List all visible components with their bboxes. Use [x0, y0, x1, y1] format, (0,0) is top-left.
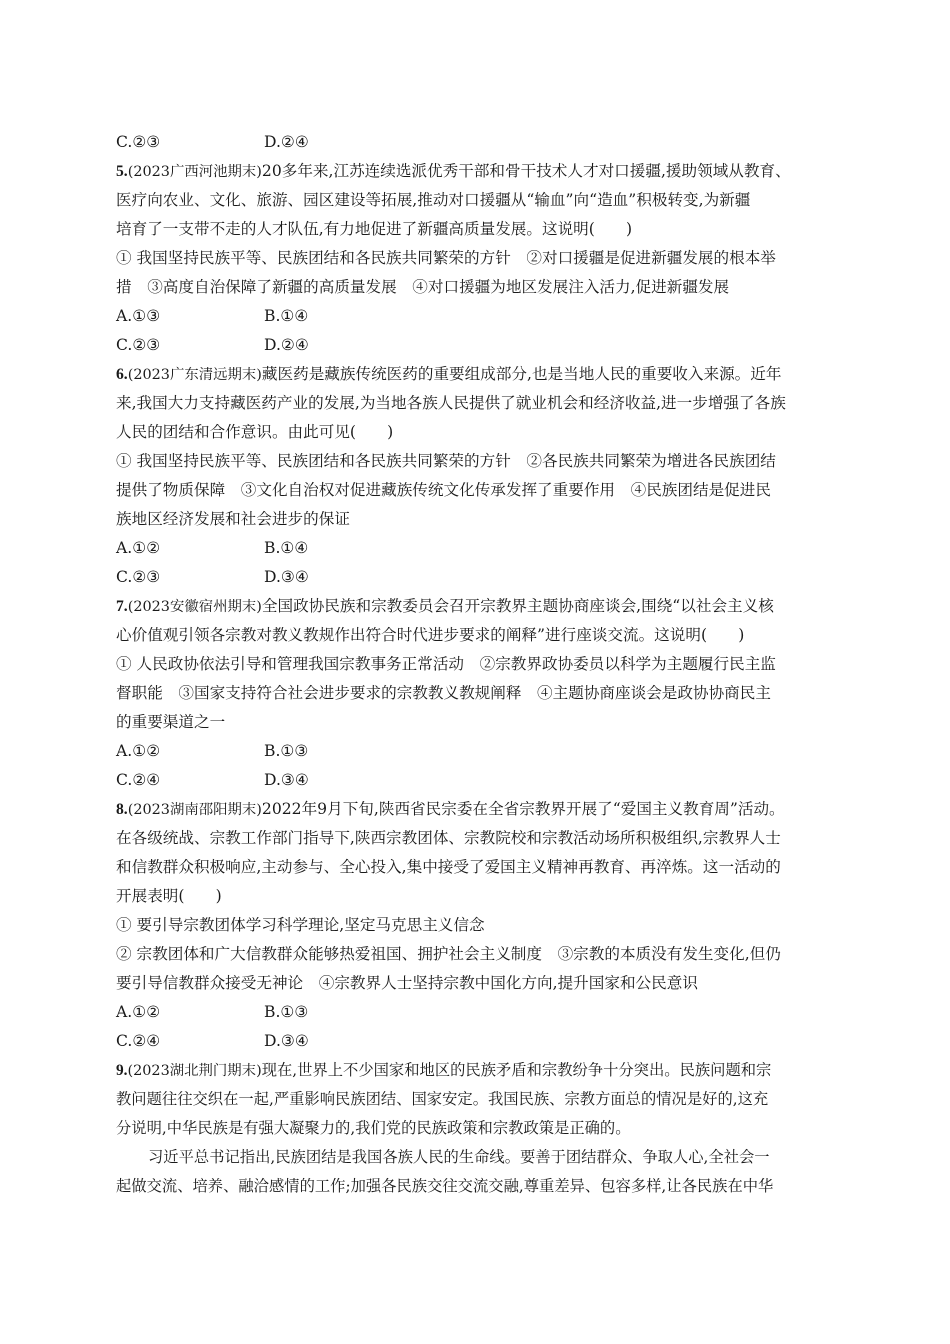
question-stem: 9.(2023湖北荆门期末)现在,世界上不少国家和地区的民族矛盾和宗教纷争十分突出。民族问题和宗: [116, 1061, 772, 1079]
question-stem-line: 心价值观引领各宗教对教义教规作出符合时代进步要求的阐释”进行座谈交流。这说明( ): [116, 626, 745, 644]
q4-options: [116, 128, 836, 157]
statement-line: 提供了物质保障 ③文化自治权对促进藏族传统文化传承发挥了重要作用 ④民族团结是促进民: [116, 481, 771, 499]
question-source: (2023广西河池期末): [127, 164, 262, 180]
option-b[interactable]: B.①④: [264, 307, 309, 325]
option-a[interactable]: A.①③: [116, 307, 161, 325]
option-c[interactable]: C.②③: [116, 336, 161, 354]
question-stem-line: 教问题往往交织在一起,严重影响民族团结、国家安定。我国民族、宗教方面总的情况是好的,这充: [116, 1090, 769, 1108]
question-stem-line: 培育了一支带不走的人才队伍,有力地促进了新疆高质量发展。这说明( ): [116, 220, 633, 238]
statement-line: 要引导信教群众接受无神论 ④宗教界人士坚持宗教中国化方向,提升国家和公民意识: [116, 974, 698, 992]
question-stem: 8.(2023湖南邵阳期末)2022年9月下旬,陕西省民宗委在全省宗教界开展了“爱国主义教育周”活动。: [116, 800, 785, 818]
question-stem-line: 分说明,中华民族是有强大凝聚力的,我们党的民族政策和宗教政策是正确的。: [116, 1119, 631, 1137]
question-stem: 6.(2023广东清远期末)藏医药是藏族传统医药的重要组成部分,也是当地人民的重要收入来源。近年: [116, 365, 782, 383]
question-source: (2023湖北荆门期末): [127, 1063, 262, 1079]
options-row: [116, 563, 836, 592]
question-7: [116, 592, 836, 795]
statement-line: ① 我国坚持民族平等、民族团结和各民族共同繁荣的方针 ②对口援疆是促进新疆发展的根本举: [116, 249, 776, 267]
option-d[interactable]: D.③④: [264, 771, 309, 789]
option-a[interactable]: A.①②: [116, 1003, 161, 1021]
question-stem-line: 和信教群众积极响应,主动参与、全心投入,集中接受了爱国主义精神再教育、再淬炼。这一活动的: [116, 858, 781, 876]
option-d[interactable]: D.③④: [264, 568, 309, 586]
options-row: [116, 1027, 836, 1056]
question-stem-line: 在各级统战、宗教工作部门指导下,陕西宗教团体、宗教院校和宗教活动场所积极组织,宗教界人士: [116, 829, 781, 847]
material-paragraph-line: 起做交流、培养、融洽感情的工作;加强各民族交往交流交融,尊重差异、包容多样,让各民族在中华: [116, 1177, 774, 1195]
options-row: [116, 737, 836, 766]
question-stem-line: 医疗向农业、文化、旅游、园区建设等拓展,推动对口援疆从“输血”向“造血”积极转变,为新疆: [116, 191, 751, 209]
statement-line: 族地区经济发展和社会进步的保证: [116, 510, 350, 528]
question-number: 9.: [116, 1062, 128, 1079]
option-b[interactable]: B.①④: [264, 539, 309, 557]
statement-line: ② 宗教团体和广大信教群众能够热爱祖国、拥护社会主义制度 ③宗教的本质没有发生变化,但仍: [116, 945, 781, 963]
option-b[interactable]: B.①③: [264, 742, 309, 760]
question-5: [116, 157, 836, 360]
statement-line: ① 我国坚持民族平等、民族团结和各民族共同繁荣的方针 ②各民族共同繁荣为增进各民族团结: [116, 452, 776, 470]
option-c[interactable]: C.②③: [116, 568, 161, 586]
question-stem-line: 来,我国大力支持藏医药产业的发展,为当地各族人民提供了就业机会和经济收益,进一步增强了各族: [116, 394, 786, 412]
question-number: 5.: [116, 163, 128, 180]
question-8: [116, 795, 836, 1056]
option-b[interactable]: B.①③: [264, 1003, 309, 1021]
question-source: (2023安徽宿州期末): [127, 599, 262, 615]
statement-line: 措 ③高度自治保障了新疆的高质量发展 ④对口援疆为地区发展注入活力,促进新疆发展: [116, 278, 730, 296]
statement-line: ① 要引导宗教团体学习科学理论,坚定马克思主义信念: [116, 916, 485, 934]
option-d[interactable]: D.②④: [264, 133, 309, 151]
statement-line: 的重要渠道之一: [116, 713, 226, 731]
question-source: (2023广东清远期末): [127, 367, 262, 383]
option-a[interactable]: A.①②: [116, 539, 161, 557]
statement-line: 督职能 ③国家支持符合社会进步要求的宗教教义教规阐释 ④主题协商座谈会是政协协商民主: [116, 684, 771, 702]
question-6: [116, 360, 836, 592]
option-c[interactable]: C.②④: [116, 1032, 161, 1050]
material-paragraph-line: 习近平总书记指出,民族团结是我国各族人民的生命线。要善于团结群众、争取人心,全社会一: [148, 1148, 770, 1166]
question-stem: 5.(2023广西河池期末)20多年来,江苏连续选派优秀干部和骨干技术人才对口援疆,援助领域从教育、: [116, 162, 791, 180]
options-row: [116, 302, 836, 331]
options-row: [116, 331, 836, 360]
question-9: [116, 1056, 836, 1201]
question-number: 8.: [116, 801, 128, 818]
question-stem: 7.(2023安徽宿州期末)全国政协民族和宗教委员会召开宗教界主题协商座谈会,围绕“以社会主义核: [116, 597, 774, 615]
option-d[interactable]: D.③④: [264, 1032, 309, 1050]
exam-page: [116, 128, 836, 1201]
question-source: (2023湖南邵阳期末): [127, 802, 262, 818]
options-row: [116, 766, 836, 795]
question-number: 7.: [116, 598, 128, 615]
options-row: [116, 534, 836, 563]
statement-line: ① 人民政协依法引导和管理我国宗教事务正常活动 ②宗教界政协委员以科学为主题履行民主监: [116, 655, 776, 673]
option-a[interactable]: A.①②: [116, 742, 161, 760]
question-stem-line: 开展表明( ): [116, 887, 222, 905]
option-c[interactable]: C.②④: [116, 771, 161, 789]
option-d[interactable]: D.②④: [264, 336, 309, 354]
options-row: [116, 998, 836, 1027]
question-stem-line: 人民的团结和合作意识。由此可见( ): [116, 423, 394, 441]
question-number: 6.: [116, 366, 128, 383]
option-c[interactable]: C.②③: [116, 133, 161, 151]
